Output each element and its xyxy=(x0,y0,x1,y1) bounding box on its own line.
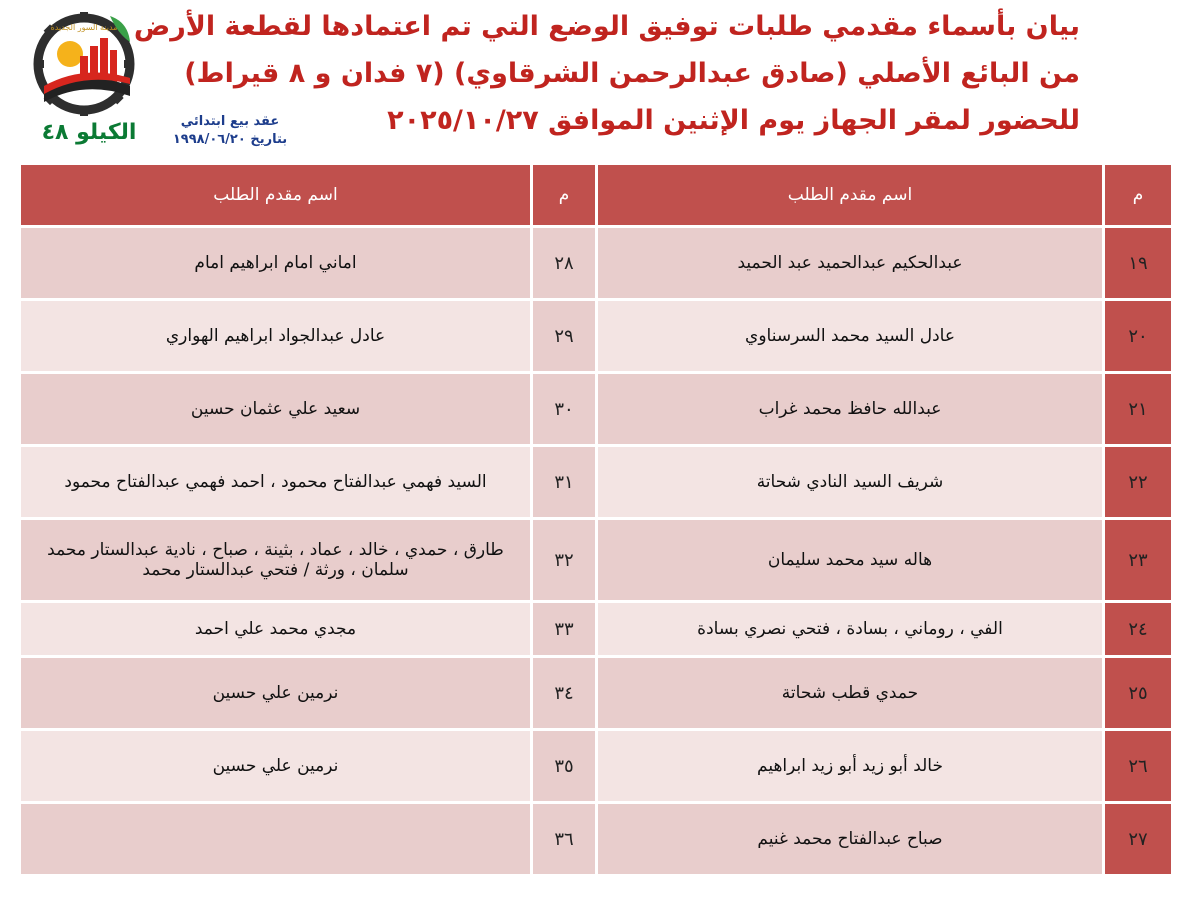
row-number-right: ٢٥ xyxy=(1105,658,1171,728)
table-row xyxy=(21,228,1171,298)
row-number-left: ٢٨ xyxy=(533,228,595,298)
row-number-left: ٣٣ xyxy=(533,603,595,655)
applicant-name-left: السيد فهمي عبدالفتاح محمود ، احمد فهمي عبدالفتاح محمود xyxy=(21,447,530,517)
contract-date: بتاريخ ١٩٩٨/٠٦/٢٠ xyxy=(172,132,288,147)
applicant-name-left: طارق ، حمدي ، خالد ، عماد ، بثينة ، صباح ، نادية عبدالستار محمد سلمان ، ورثة / فتحي عبدالستار محمد xyxy=(21,520,530,600)
applicant-name-right: عبدالله حافظ محمد غراب xyxy=(598,374,1102,444)
applicant-name-right: حمدي قطب شحاتة xyxy=(598,658,1102,728)
row-number-left: ٣٥ xyxy=(533,731,595,801)
applicant-name-left: عادل عبدالجواد ابراهيم الهواري xyxy=(21,301,530,371)
logo-caption: الكيلو ٤٨ xyxy=(41,120,137,145)
title-line-3: للحضور لمقر الجهاز يوم الإثنين الموافق ٢٠٢٥/١٠/٢٧ xyxy=(387,105,1080,136)
table-row xyxy=(21,520,1171,600)
city-logo xyxy=(30,8,138,122)
column-header-number-right: م xyxy=(1105,165,1171,225)
row-number-right: ٢٠ xyxy=(1105,301,1171,371)
city-logo-icon xyxy=(30,8,138,122)
applicant-name-left: سعيد علي عثمان حسين xyxy=(21,374,530,444)
contract-type: عقد بيع ابتدائي xyxy=(180,114,280,129)
applicant-name-right: الفي ، روماني ، بسادة ، فتحي نصري بسادة xyxy=(598,603,1102,655)
row-number-right: ٢٢ xyxy=(1105,447,1171,517)
row-number-right: ٢٣ xyxy=(1105,520,1171,600)
column-header-name-right: اسم مقدم الطلب xyxy=(598,165,1102,225)
applicant-name-right: عبدالحكيم عبدالحميد عبد الحميد xyxy=(598,228,1102,298)
applicant-name-right: هاله سيد محمد سليمان xyxy=(598,520,1102,600)
applicant-name-left: نرمين علي حسين xyxy=(21,658,530,728)
row-number-right: ٢٤ xyxy=(1105,603,1171,655)
table-row xyxy=(21,447,1171,517)
column-header-number-left: م xyxy=(533,165,595,225)
applicants-table xyxy=(18,162,1174,877)
table-row xyxy=(21,301,1171,371)
row-number-right: ٢٦ xyxy=(1105,731,1171,801)
row-number-right: ٢١ xyxy=(1105,374,1171,444)
title-line-1: بيان بأسماء مقدمي طلبات توفيق الوضع التي تم اعتمادها لقطعة الأرض xyxy=(133,11,1080,42)
applicant-name-right: شريف السيد النادي شحاتة xyxy=(598,447,1102,517)
table-row xyxy=(21,658,1171,728)
applicant-name-left xyxy=(21,804,530,874)
row-number-left: ٣٤ xyxy=(533,658,595,728)
row-number-left: ٣٢ xyxy=(533,520,595,600)
applicant-name-left: اماني امام ابراهيم امام xyxy=(21,228,530,298)
table-row xyxy=(21,804,1171,874)
table-row xyxy=(21,731,1171,801)
table-row xyxy=(21,374,1171,444)
applicant-name-right: عادل السيد محمد السرسناوي xyxy=(598,301,1102,371)
row-number-right: ١٩ xyxy=(1105,228,1171,298)
applicant-name-left: نرمين علي حسين xyxy=(21,731,530,801)
row-number-left: ٣١ xyxy=(533,447,595,517)
applicant-name-right: خالد أبو زيد أبو زيد ابراهيم xyxy=(598,731,1102,801)
column-header-name-left: اسم مقدم الطلب xyxy=(21,165,530,225)
row-number-left: ٣٦ xyxy=(533,804,595,874)
row-number-right: ٢٧ xyxy=(1105,804,1171,874)
row-number-left: ٣٠ xyxy=(533,374,595,444)
title-line-2: من البائع الأصلي (صادق عبدالرحمن الشرقاوي) (٧ فدان و ٨ قيراط) xyxy=(184,58,1080,89)
logo-text: مدينة السور الجديدة xyxy=(50,23,118,32)
applicant-name-left: مجدي محمد علي احمد xyxy=(21,603,530,655)
applicant-name-right: صباح عبدالفتاح محمد غنيم xyxy=(598,804,1102,874)
table-header-row xyxy=(21,165,1171,225)
table-row xyxy=(21,603,1171,655)
row-number-left: ٢٩ xyxy=(533,301,595,371)
